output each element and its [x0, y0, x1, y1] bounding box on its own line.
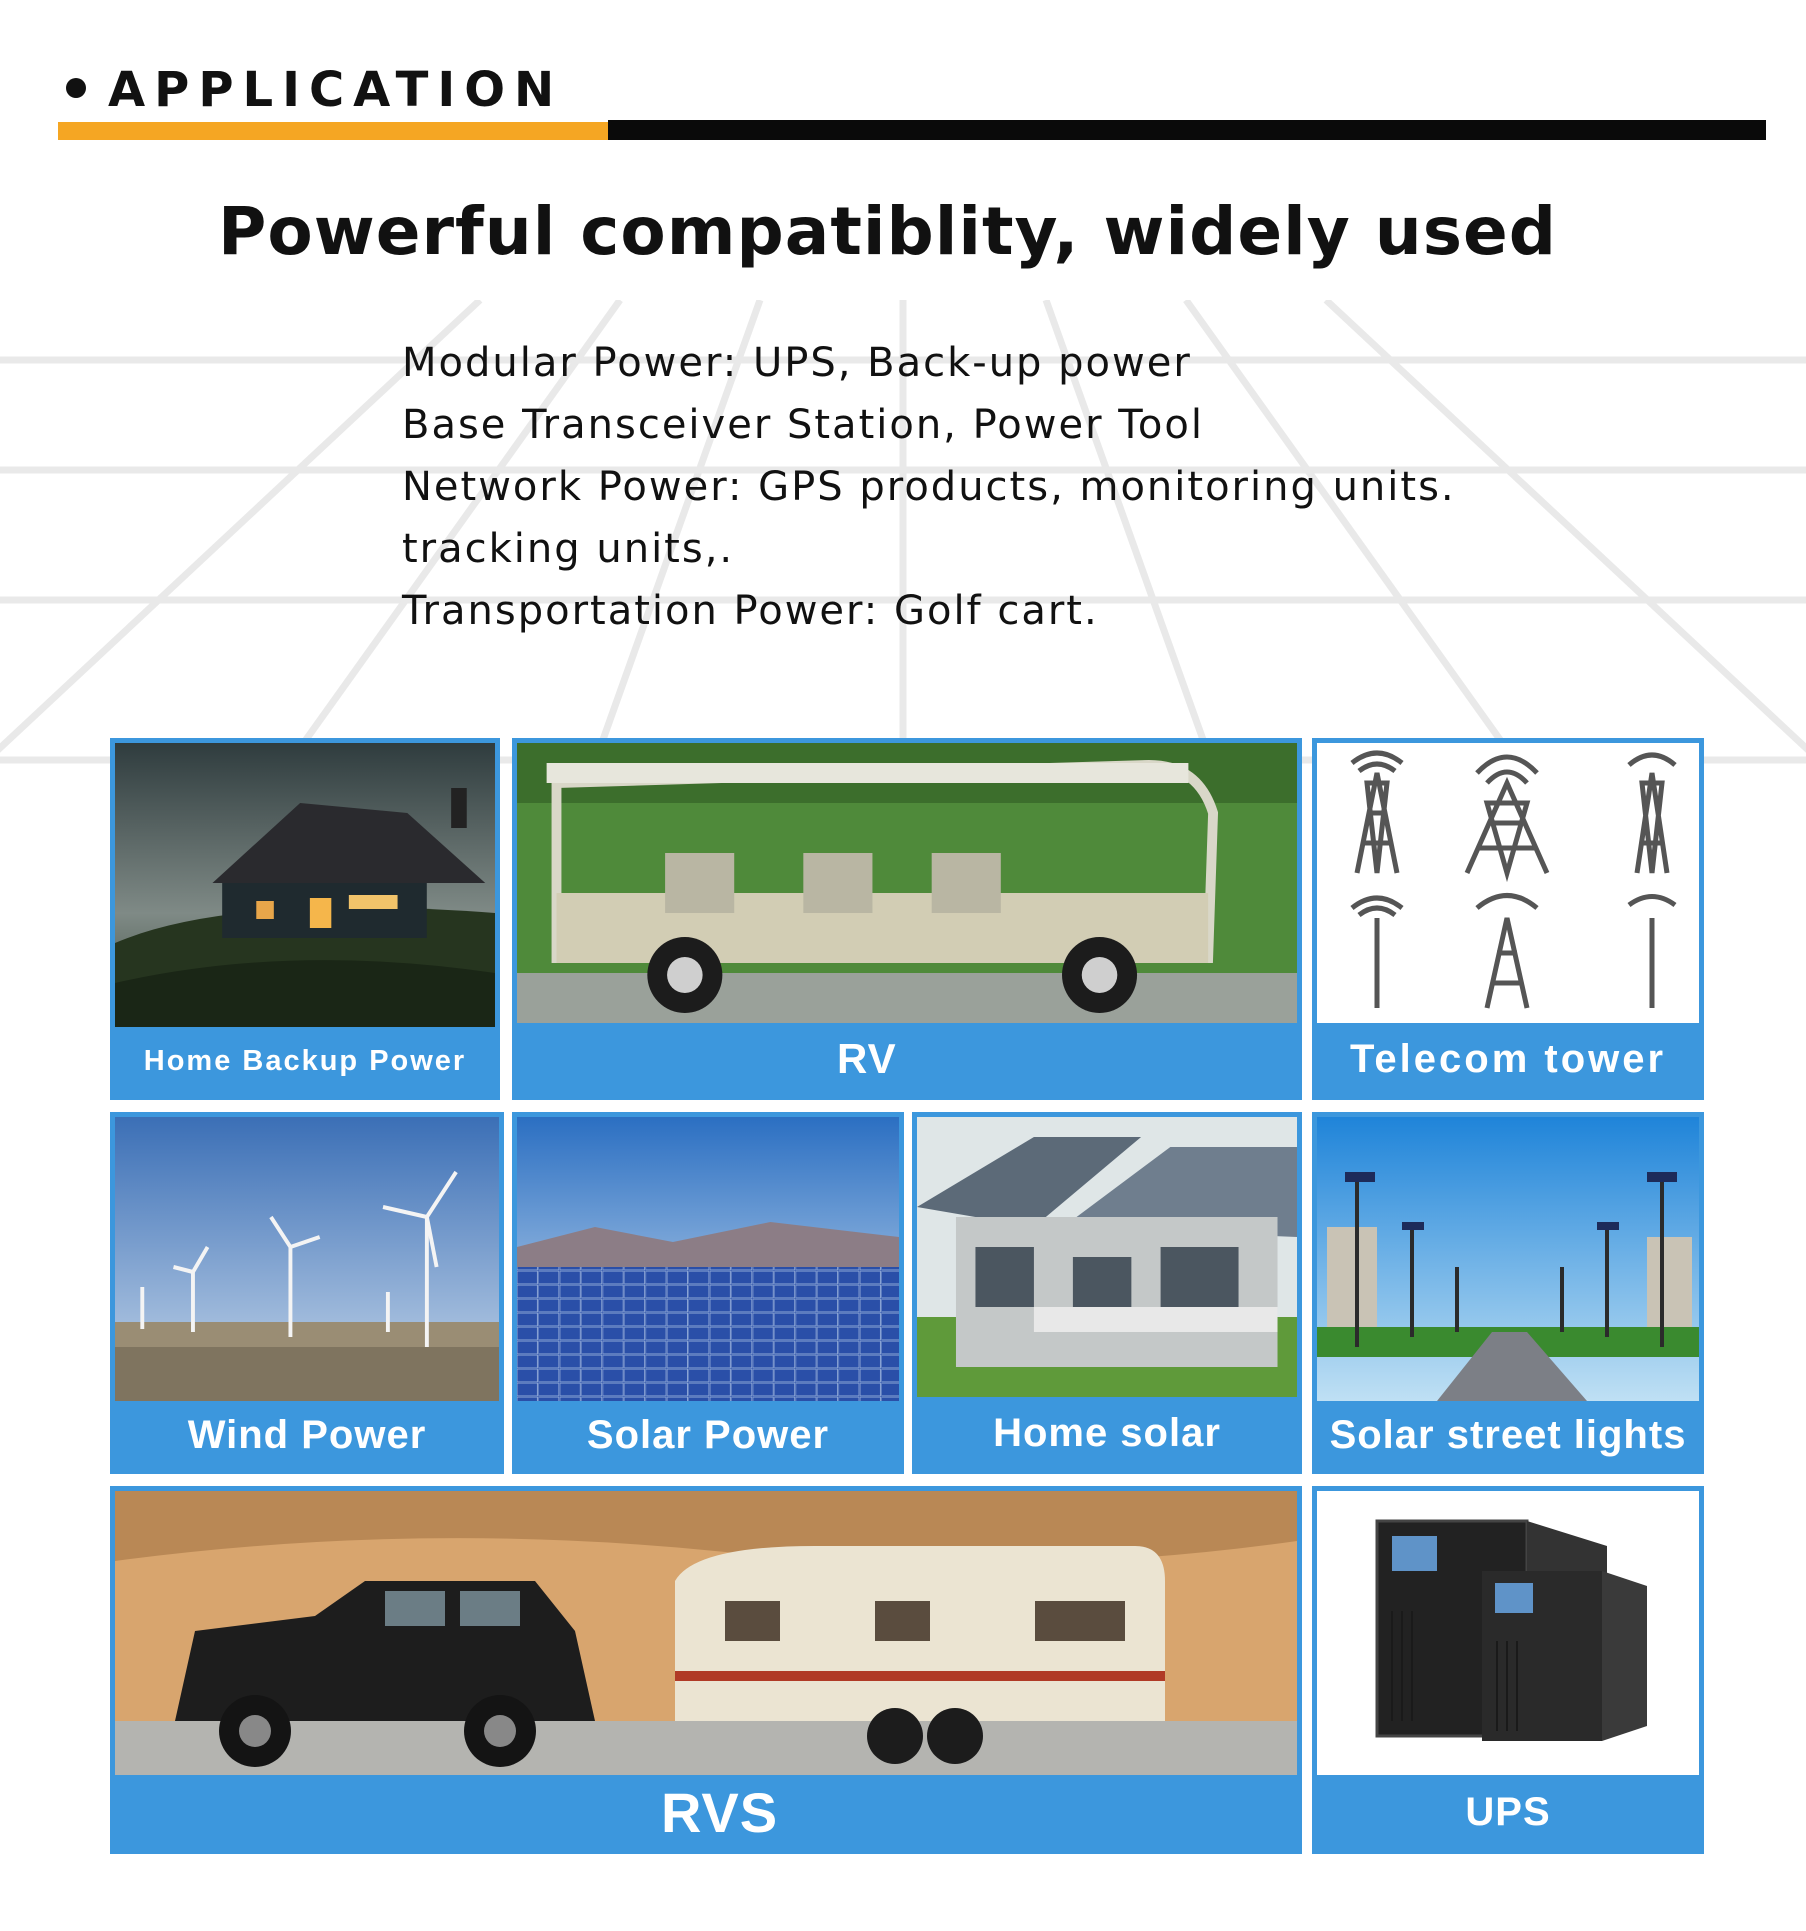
- ups-photo: [1317, 1491, 1699, 1775]
- tile-ups: [1312, 1486, 1704, 1854]
- tile-solar-power: [512, 1112, 904, 1474]
- tile-label: Solar street lights: [1329, 1412, 1687, 1457]
- header-bullet: [66, 78, 86, 98]
- tile-home-solar: [912, 1112, 1302, 1474]
- application-line: Base Transceiver Station, Power Tool: [402, 402, 1204, 448]
- tile-label: Telecom tower: [1349, 1036, 1667, 1081]
- wind-power-photo: [115, 1117, 499, 1401]
- home-backup-photo: [115, 743, 495, 1027]
- application-line: Network Power: GPS products, monitoring units.: [402, 464, 1456, 510]
- tile-rv: [512, 738, 1302, 1100]
- rvs-photo: [115, 1491, 1297, 1775]
- tile-home-backup-power: [110, 738, 500, 1100]
- tile-solar-street-lights: [1312, 1112, 1704, 1474]
- tile-label: RVS: [661, 1780, 779, 1844]
- tile-label: RV: [837, 1035, 897, 1082]
- solar-power-photo: [517, 1117, 899, 1401]
- street-lights-photo: [1317, 1117, 1699, 1401]
- page-headline: Powerful compatiblity, widely used: [218, 193, 1557, 270]
- tile-label: Wind Power: [187, 1412, 427, 1457]
- rv-photo: [517, 743, 1297, 1023]
- header-divider-bar: [608, 120, 1766, 140]
- application-line: Modular Power: UPS, Back-up power: [402, 340, 1192, 386]
- application-line: Transportation Power: Golf cart.: [402, 588, 1099, 634]
- tile-label: Home solar: [993, 1410, 1221, 1455]
- telecom-photo: [1317, 743, 1699, 1023]
- tile-rvs: [110, 1486, 1302, 1854]
- tile-wind-power: [110, 1112, 504, 1474]
- section-title: APPLICATION: [108, 62, 564, 118]
- application-list: [402, 332, 1456, 642]
- header-accent-bar: [58, 122, 610, 140]
- application-line: tracking units,.: [402, 526, 735, 572]
- tile-label: Solar Power: [586, 1412, 830, 1457]
- tile-label: UPS: [1465, 1789, 1551, 1834]
- tile-label: Home Backup Power: [143, 1044, 467, 1077]
- home-solar-photo: [917, 1117, 1297, 1397]
- tile-telecom-tower: [1312, 738, 1704, 1100]
